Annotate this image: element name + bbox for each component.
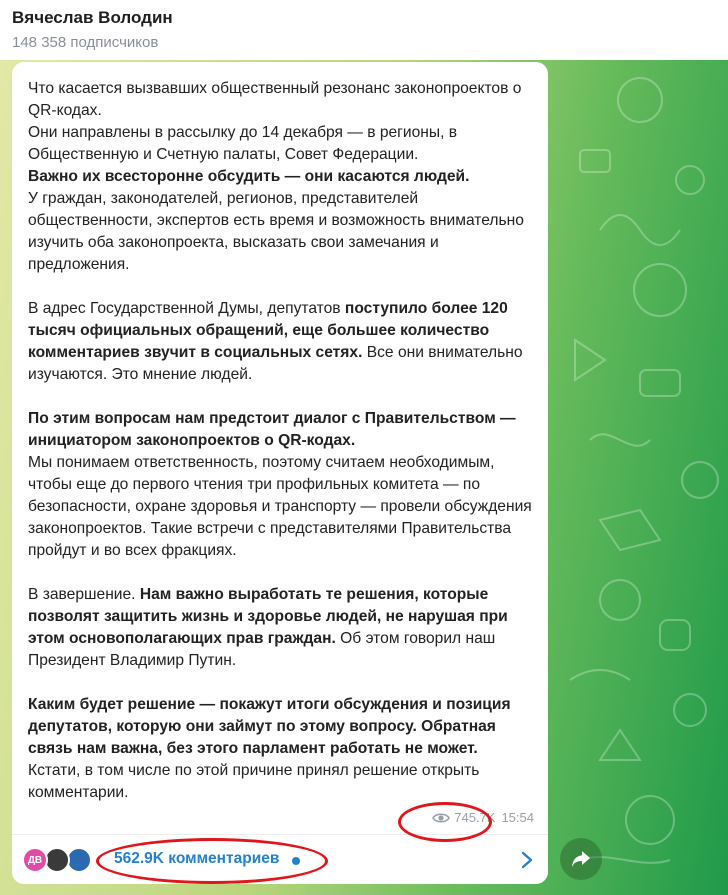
channel-header[interactable] (0, 0, 728, 60)
message-bubble (12, 62, 548, 884)
unread-dot (292, 857, 300, 865)
view-count: 745.7K (454, 810, 496, 825)
text-span: Мы понимаем ответственность, поэтому считаем необходимым, чтобы еще до первого чтения три профильных комитета — по безопасности, охране здоровья и транспорту — провели обсуждения законопроектов. Такие встречи с представителями Правительства пройдут и во всех фракциях. (28, 454, 532, 559)
bold-text: поступило более 120 тысяч официальных обращений, еще большее количество комментариев звучит в социальных сетях. (28, 300, 508, 361)
message-meta (432, 810, 534, 825)
text-span: Кстати, в том числе по этой причине принял решение открыть комментарии. (28, 762, 480, 801)
share-arrow-icon (570, 849, 592, 869)
text-span: Все они внимательно изучаются. Это мнение людей. (28, 344, 523, 383)
eye-icon (432, 811, 450, 825)
message-time: 15:54 (501, 810, 534, 825)
paragraph-gap (28, 562, 538, 584)
bold-text: Каким будет решение — покажут итоги обсуждения и позиция депутатов, которую они займут по этому вопросу. Обратная связь нам важна, без этого парламент работать не может. (28, 696, 511, 757)
paragraph-gap (28, 672, 538, 694)
bold-text: Нам важно выработать те решения, которые позволят защитить жизнь и здоровье людей, не нарушая при этом основополагающих прав граждан. (28, 586, 508, 647)
message-paragraph (28, 694, 538, 804)
text-span: Что касается вызвавших общественный резонанс законопроектов о QR-кодах. (28, 80, 522, 119)
message-paragraph (28, 298, 538, 386)
paragraph-gap (28, 276, 538, 298)
message-paragraph (28, 584, 538, 672)
channel-name: Вячеслав Володин (12, 8, 173, 27)
text-span: У граждан, законодателей, регионов, представителей общественности, экспертов есть время и возможность внимательно изучить оба законопроекта, высказать свои замечания и предложения. (28, 190, 524, 273)
message-paragraph (28, 408, 538, 562)
message-text (28, 78, 538, 804)
chevron-right-icon[interactable] (520, 851, 534, 869)
text-span: Они направлены в рассылку до 14 декабря — в регионы, в Общественную и Счетную палаты, Совет Федерации. (28, 124, 458, 163)
comments-count: 562.9K комментариев (114, 850, 280, 867)
comments-button[interactable] (12, 834, 548, 885)
paragraph-gap (28, 386, 538, 408)
subscriber-count: 148 358 подписчиков (12, 34, 159, 51)
avatar: ДВ (22, 847, 48, 873)
bold-text: По этим вопросам нам предстоит диалог с Правительством — инициатором законопроектов о QR-кодах. (28, 410, 516, 449)
share-button[interactable] (560, 838, 602, 880)
message-paragraph (28, 78, 538, 276)
bold-text: Важно их всесторонне обсудить — они касаются людей. (28, 168, 470, 185)
text-span: В завершение. (28, 586, 140, 603)
text-span: Об этом говорил наш Президент Владимир Путин. (28, 630, 496, 669)
text-span: В адрес Государственной Думы, депутатов (28, 300, 345, 317)
